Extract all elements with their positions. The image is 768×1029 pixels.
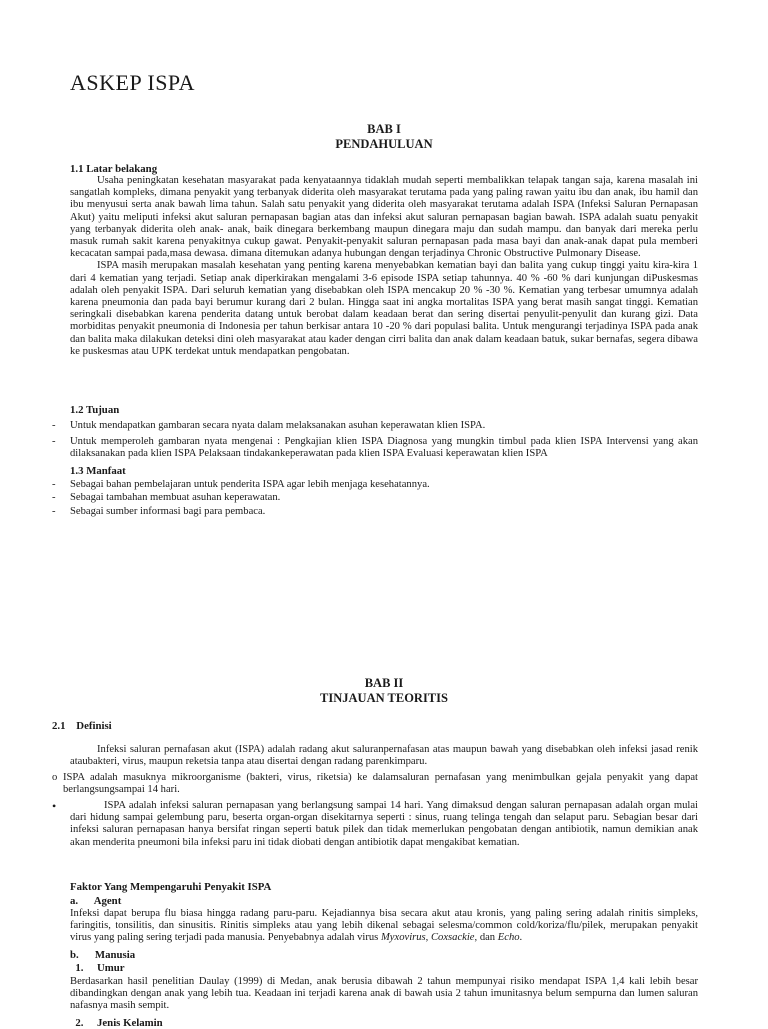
chapter-2-number: BAB II xyxy=(364,676,404,690)
definition-bullet-text: ISPA adalah infeksi saluran pernapasan yang berlangsung sampai 14 hari. Yang dimaksud dengan saluran pernapasan adalah organ mulai dari hidung sampai gelembung paru, beserta organ-organ disekitarnya seperti : sinus, ruang telinga tengah dan selaput paru. Sebagian besar dari infeksi saluran pernapasan hanya bersifat ringan seperti batuk pilek dan tidak memerlukan pengobatan dengan antibiotik, namun demikian anak akan menderita pneumoni bila infeksi paru ini tidak diobati dengan antibiotik dapat mengakibat kematian. xyxy=(70,800,698,848)
agent-text-end: . xyxy=(519,932,523,944)
document-title: ASKEP ISPA xyxy=(70,70,196,95)
benefit-item-3: Sebagai sumber informasi bagi para pembaca. xyxy=(70,506,266,517)
agent-label: a. Agent xyxy=(70,895,122,907)
o-marker: o xyxy=(52,772,58,783)
definition-o-item: ISPA adalah masuknya mikroorganisme (bakteri, virus, riketsia) ke dalamsaluran pernafasan yang menimbulkan gejala penyakit yang dapat berlangsungsampai 14 hari. xyxy=(63,772,698,796)
dash-marker: - xyxy=(52,436,56,447)
agent-text-mid: , dan xyxy=(474,932,498,944)
background-paragraph-1: Usaha peningkatan kesehatan masyarakat pada kenyataannya tidaklah mudah seperti membalikkan telapak tangan saja, karena masalah ini sangatlah kompleks, dimana penyakit yang terbanyak diderita oleh masyarakat terutama pada yang paling rawan yaitu ibu dan anak, ibu hamil dan ibu menyusui serta anak bawah lima tahun. Salah satu penyakit yang diderita oleh masyarakat terutama adalah ISPA (Infeksi Saluran Pernapasan Akut) yaitu meliputi infeksi akut saluran pernapasan bagian atas dan infeksi akut saluran pernapasan bagian bawah. ISPA adalah suatu penyakit yang terbanyak diderita oleh anak- anak, baik dinegara berkembang maupun dinegara maju dan sudah mampu. dan banyak dari mereka perlu masuk rumah sakit karena penyakitnya cukup gawat. Penyakit-penyakit saluran pernapasan pada masa bayi dan anak-anak dapat pula memberi kecacatan sampai pada,masa dewasa. dimana ditemukan adanya hubungan dengan terjadinya Chronic Obstructive Pulmonary Disease. xyxy=(70,175,698,260)
section-1-3-heading: 1.3 Manfaat xyxy=(70,465,126,477)
age-text: Berdasarkan hasil penelitian Daulay (1999) di Medan, anak berusia dibawah 2 tahun mempunyai risiko mendapat ISPA 1,4 kali lebih besar dibandingkan dengan anak yang lebih tua. Keadaan ini terjadi karena anak di bawah usia 2 tahun imunitasnya belum sempurna dan lumen saluran nafasnya masih sempit. xyxy=(70,976,698,1012)
section-1-1-heading: 1.1 Latar belakang xyxy=(70,163,158,175)
dash-marker: - xyxy=(52,506,56,517)
chapter-1-title: PENDAHULUAN xyxy=(335,137,433,151)
section-1-1-body xyxy=(70,175,698,358)
section-2-1-heading: 2.1 Definisi xyxy=(52,720,112,732)
agent-text xyxy=(70,908,698,945)
definition-paragraph xyxy=(70,744,698,768)
age-label: 1. Umur xyxy=(70,962,125,974)
background-paragraph-2: ISPA masih merupakan masalah kesehatan yang penting karena menyebabkan kematian bayi dan balita yang cukup tinggi yaitu kira-kira 1 dari 4 kematian yang terjadi. Setiap anak diperkirakan mengalami 3-6 episode ISPA setiap tahunnya. 40 % -60 % dari kunjungan diPuskesmas adalah oleh penyakit ISPA. Dari seluruh kematian yang disebabkan oleh ISPA mencakup 20 % -30 %. Kematian yang terbesar umumnya adalah karena pneumonia dan pada bayi berumur kurang dari 2 bulan. Hingga saat ini angka mortalitas ISPA yang berat masih sangat tinggi. Kematian seringkali disebabkan karena penderita datang untuk berobat dalam keadaan berat dan sering disertai penyulit-penyulit dan kurang gizi. Data morbiditas penyakit pneumonia di Indonesia per tahun berkisar antara 10 -20 % dari populasi balita. Untuk mengurangi terjadinya ISPA pada anak dan balita maka dilakukan deteksi dini oleh masyarakat atau kader dengan cirri balita dan anak dalam keadaan batuk, sukar bernafas, segera dibawa ke puskesmas atau UPK terdekat untuk mendapatkan pengobatan. xyxy=(70,260,698,357)
factors-heading: Faktor Yang Mempengaruhi Penyakit ISPA xyxy=(70,881,272,893)
dash-marker: - xyxy=(52,492,56,503)
definition-text: Infeksi saluran pernafasan akut (ISPA) adalah radang akut saluranpernafasan atas maupun bawah yang disebabkan oleh infeksi jasad renik ataubakteri, virus, maupun reketsia tanpa atau disertai dengan radang parenkimparu. xyxy=(70,744,698,768)
chapter-2-title: TINJAUAN TEORITIS xyxy=(320,691,448,705)
virus-name-2: Echo xyxy=(497,932,520,944)
bullet-marker: • xyxy=(52,799,57,813)
benefit-item-2: Sebagai tambahan membuat asuhan keperawatan. xyxy=(70,492,281,503)
goal-item-1: Untuk mendapatkan gambaran secara nyata dalam melaksanakan asuhan keperawatan klien ISPA. xyxy=(70,420,486,431)
dash-marker: - xyxy=(52,420,56,431)
benefit-item-1: Sebagai bahan pembelajaran untuk penderita ISPA agar lebih menjaga kesehatannya. xyxy=(70,479,430,490)
virus-names-1: Myxovirus, Coxsackie xyxy=(380,932,475,944)
agent-text-main: Infeksi dapat berupa flu biasa hingga radang paru-paru. Kejadiannya bisa secara akut atau kronis, yang paling sering adalah rinitis simpleks, faringitis, tonsilitis, dan sinusitis. Rinitis simpleks atau yang lebih dikenal sebagai selesma/common cold/koriza/flu/pilek, merupakan penyakit virus yang paling sering terjadi pada manusia. Penyebabnya adalah virus xyxy=(70,908,698,944)
section-1-2-heading: 1.2 Tujuan xyxy=(70,404,120,416)
gender-label: 2. Jenis Kelamin xyxy=(70,1017,163,1029)
human-label: b. Manusia xyxy=(70,949,136,961)
definition-bullet-item xyxy=(70,800,698,849)
dash-marker: - xyxy=(52,479,56,490)
goal-item-2: Untuk memperoleh gambaran nyata mengenai : Pengkajian klien ISPA Diagnosa yang mungkin timbul pada klien ISPA Intervensi yang akan dilaksanakan pada klien ISPA Pelaksaan tindakankeperawatan pada klien ISPA Evaluasi keperawatan klien ISPA xyxy=(70,436,698,460)
chapter-1-number: BAB I xyxy=(367,122,401,136)
